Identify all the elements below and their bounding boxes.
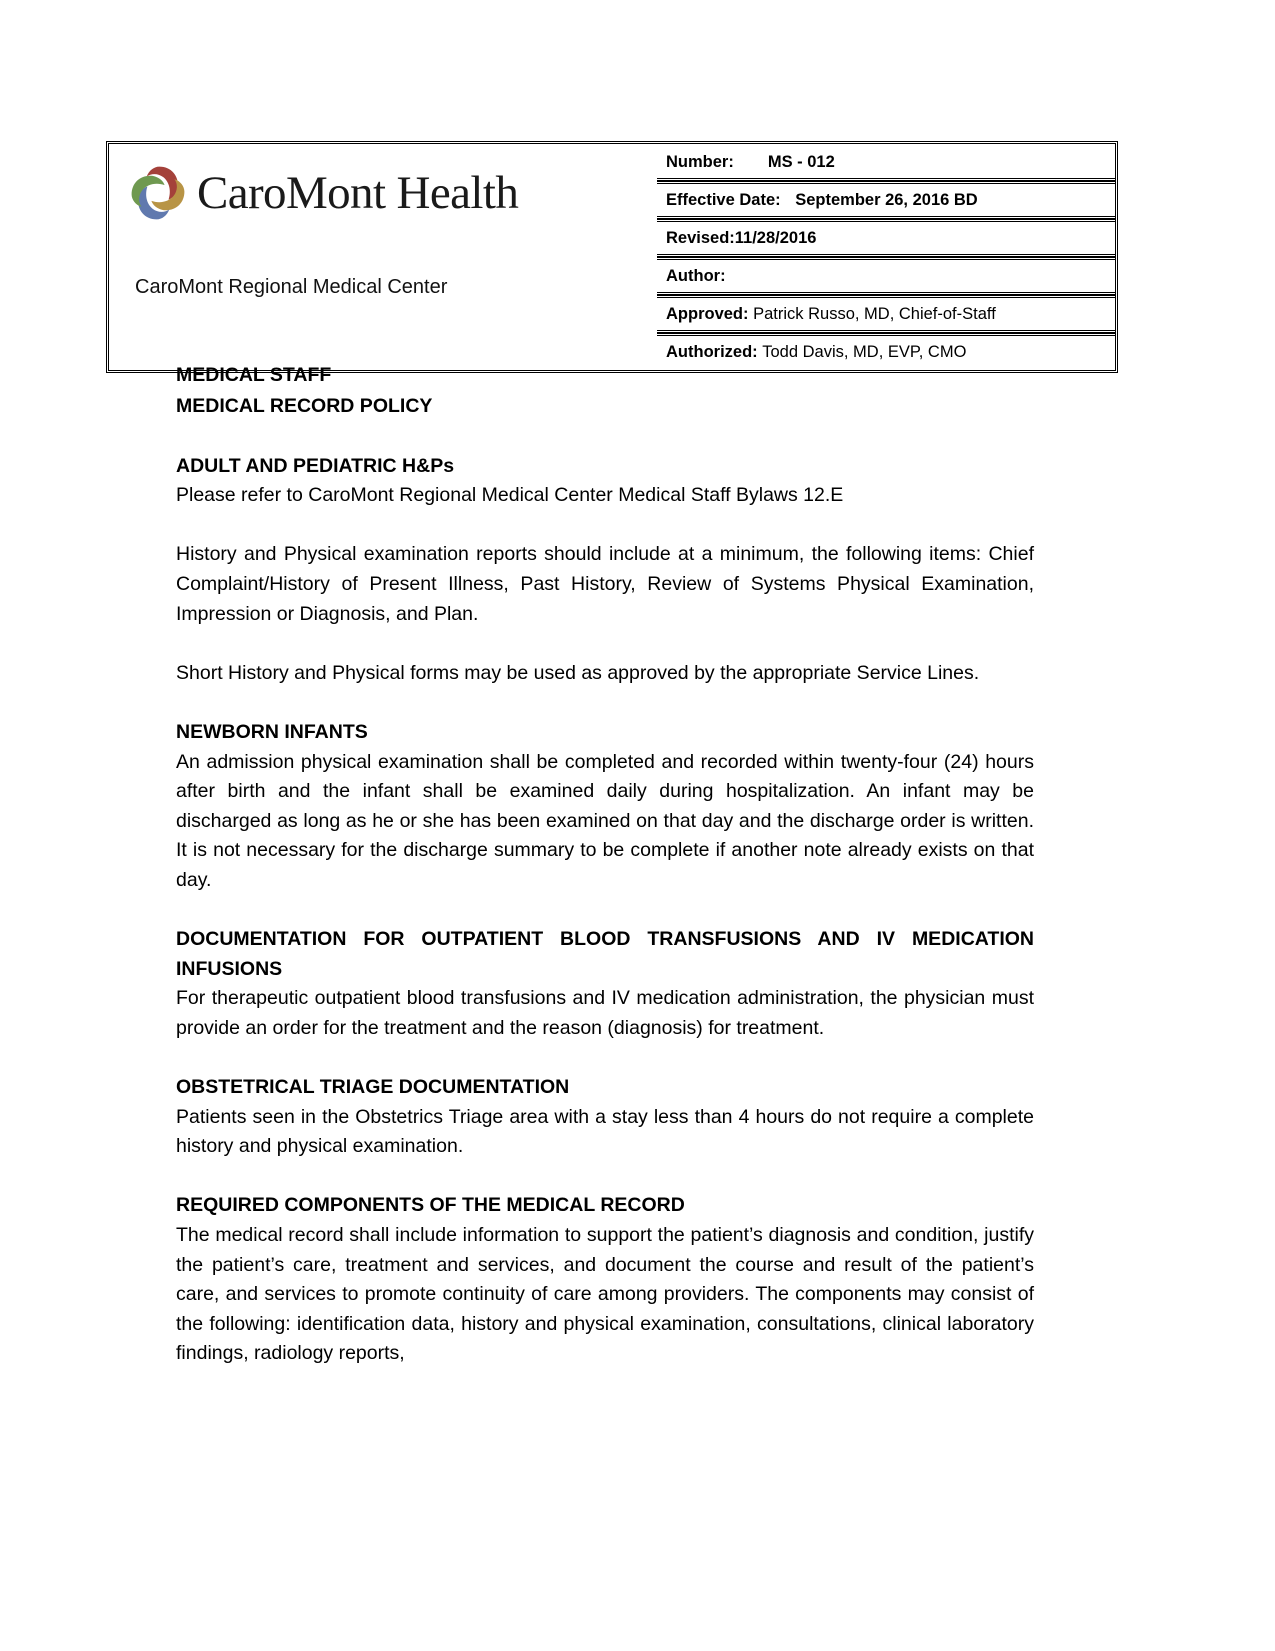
meta-cell-effective-date (657, 181, 1115, 219)
logo-wordmark: CaroMont Health (197, 166, 519, 219)
section-paragraph: The medical record shall include information to support the patient’s diagnosis and condition, justify the patient’s care, treatment and services, and document the course and result of the patient’s care, and services to promote continuity of care among providers. The components may consist of the following: identification data, history and physical examination, consultations, clinical laboratory findings, radiology reports, (176, 1224, 1034, 1365)
document-header-block (106, 141, 1118, 373)
header-branding (109, 144, 657, 370)
spacer (176, 1162, 1034, 1192)
meta-cell-author (657, 257, 1115, 295)
caromont-pinwheel-logo-icon (125, 160, 191, 226)
meta-label-approved: Approved: (666, 304, 749, 323)
meta-label-author: Author: (666, 266, 726, 285)
spacer (176, 1043, 1034, 1073)
section-heading-adult-pediatric-hps: ADULT AND PEDIATRIC H&Ps (176, 454, 455, 477)
section-heading-required-components: REQUIRED COMPONENTS OF THE MEDICAL RECORD (176, 1194, 685, 1217)
table-row (657, 295, 1115, 333)
section-paragraph: For therapeutic outpatient blood transfusions and IV medication administration, the physician must provide an order for the treatment and the reason (diagnosis) for treatment. (176, 987, 1034, 1039)
section-paragraph: Short History and Physical forms may be used as approved by the appropriate Service Lines. (176, 661, 980, 684)
spacer (176, 688, 1034, 718)
logo-row (125, 156, 657, 230)
meta-cell-number (657, 146, 1115, 181)
meta-value-approved: Patrick Russo, MD, Chief-of-Staff (753, 304, 996, 323)
meta-value-number: MS - 012 (767, 152, 835, 171)
meta-cell-revised (657, 219, 1115, 257)
page-title-line-1: MEDICAL STAFF (176, 364, 332, 386)
header-metadata (657, 144, 1115, 370)
spacer (176, 422, 1034, 452)
table-row (657, 219, 1115, 257)
spacer (176, 896, 1034, 926)
section-heading-outpatient-transfusions: DOCUMENTATION FOR OUTPATIENT BLOOD TRANSFUSIONS AND IV MEDICATION INFUSIONS (176, 928, 1034, 980)
facility-name: CaroMont Regional Medical Center (135, 276, 448, 298)
page-title-line-2: MEDICAL RECORD POLICY (176, 395, 433, 417)
meta-label-number: Number: (666, 152, 734, 171)
meta-cell-approved (657, 295, 1115, 333)
section-heading-newborn-infants: NEWBORN INFANTS (176, 720, 368, 743)
meta-label-authorized: Authorized: (666, 342, 758, 361)
meta-label-effective-date: Effective Date: (666, 190, 781, 209)
spacer (176, 511, 1034, 541)
section-paragraph: History and Physical examination reports should include at a minimum, the following items: Chief Complaint/History of Present Illness, Past History, Review of Systems Physical Examination, Impression or Diagnosis, and Plan. (176, 543, 1034, 625)
document-body (176, 360, 1034, 1369)
table-row (657, 146, 1115, 181)
meta-label-revised: Revised:11/28/2016 (666, 228, 817, 247)
section-paragraph: An admission physical examination shall be completed and recorded within twenty-four (24) hours after birth and the infant shall be examined daily during hospitalization. An infant may be discharged as long as he or she has been examined on that day and the discharge order is written. It is not necessary for the discharge summary to be complete if another note already exists on that day. (176, 750, 1034, 891)
table-row (657, 181, 1115, 219)
section-paragraph: Please refer to CaroMont Regional Medical Center Medical Staff Bylaws 12.E (176, 484, 844, 507)
spacer (176, 629, 1034, 659)
header-meta-table (657, 146, 1115, 368)
section-paragraph: Patients seen in the Obstetrics Triage area with a stay less than 4 hours do not require a complete history and physical examination. (176, 1105, 1034, 1158)
section-heading-obstetrical-triage: OBSTETRICAL TRIAGE DOCUMENTATION (176, 1076, 570, 1099)
table-row (657, 257, 1115, 295)
meta-value-authorized: Todd Davis, MD, EVP, CMO (762, 342, 967, 361)
meta-value-effective-date: September 26, 2016 BD (795, 190, 978, 209)
